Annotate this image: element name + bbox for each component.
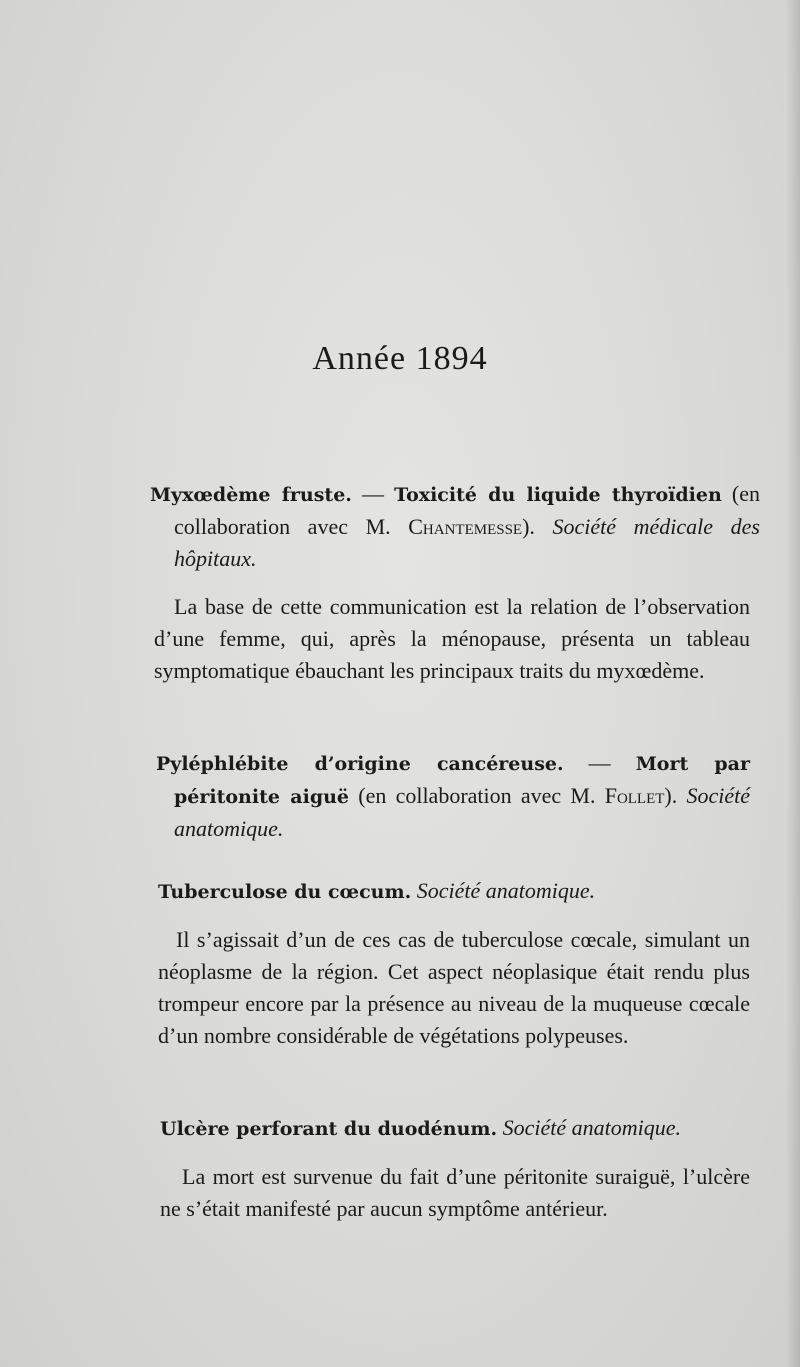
entry-summary [154,591,750,687]
entry-heading [158,875,750,908]
entry-collaborator: Follet [604,783,665,808]
entry-society: Société anatomique. [411,878,596,903]
entry-collab-suffix: ). [664,783,687,808]
entry-summary [158,924,750,1052]
entry-society: Société anatomique. [174,783,751,841]
entry-dash: — [563,750,636,775]
entry-society: Société anatomique. [497,1115,682,1140]
entry-ulcere [0,1112,800,1225]
entry-collab-prefix: (en collaboration avec M. [174,481,760,539]
entry-dash: — [351,481,395,506]
entry-collab-prefix: (en collaboration avec M. [349,783,605,808]
entry-collaborator: Chantemesse [408,514,523,539]
entry-myxoedeme [0,478,800,687]
entry-subtitle: Toxicité du liquide thyroïdien [394,484,722,506]
entry-heading [160,1112,750,1145]
year-title: Année 1894 [312,340,488,377]
entry-summary-text: Il s’agissait d’un de ces cas de tuberculose cœcale, simulant un néoplasme de la région. Cet aspect néoplasique était rendu plus trompeur encore par la présence au niveau de la muqueuse cœcale d’un nombre considérable de végétations polypeuses. [158,927,750,1048]
entry-heading [150,478,760,575]
entry-tuberculose [0,875,800,1052]
entry-heading [156,747,750,845]
entry-summary-text: La mort est survenue du fait d’une péritonite suraiguë, l’ulcère ne s’était manifesté par aucun symptôme antérieur. [160,1164,750,1221]
entry-summary [160,1161,750,1225]
entry-summary-text: La base de cette communication est la relation de l’observation d’une femme, qui, après la ménopause, présenta un tableau symptomatique ébauchant les principaux traits du myxœdème. [154,594,750,683]
entry-title: Ulcère perforant du duodénum. [160,1118,498,1140]
entry-collab-suffix: ). [522,514,553,539]
entry-title: Tuberculose du cœcum. [158,881,412,903]
entry-subtitle: Mort par péritonite aiguë [174,753,750,808]
entry-pylephlebite [0,747,800,845]
entry-title: Pyléphlébite d’origine cancéreuse. [156,753,564,775]
entry-title: Myxœdème fruste. [150,484,352,506]
entry-society: Société médicale des hôpitaux. [174,514,760,571]
